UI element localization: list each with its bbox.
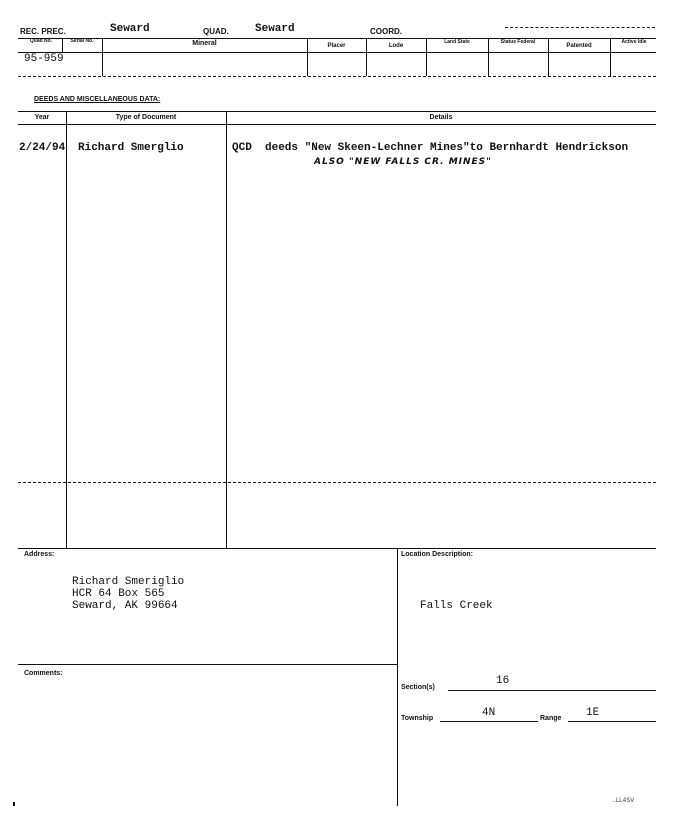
range-label: Range [540, 715, 562, 722]
placer-label: Placer [327, 43, 346, 49]
footer-mark: ..LL4SV [612, 797, 635, 804]
lode-label: Lode [388, 43, 404, 49]
deeds-header-rule [18, 124, 656, 125]
deed-entry-handwritten-note: ALSO "NEW FALLS CR. MINES" [314, 157, 492, 167]
deed-entry-year: 2/24/94 [19, 142, 66, 154]
deed-entry-details: QCD deeds "New Skeen-Lechner Mines"to Bernhardt Hendrickson [232, 142, 629, 154]
quad-no-value: 95-959 [24, 53, 64, 65]
deeds-dash-rule [18, 482, 656, 483]
col-details-label: Details [429, 114, 453, 121]
col-type-label: Type of Document [115, 114, 177, 121]
range-underline [568, 721, 656, 722]
header-coord-dash [505, 27, 655, 28]
address-line: Seward, AK 99664 [72, 600, 178, 612]
range-value: 1E [586, 707, 600, 719]
comments-top-rule [18, 664, 397, 665]
coord-label: COORD. [370, 27, 402, 36]
address-location-divider [397, 548, 398, 806]
comments-label: Comments: [24, 670, 63, 677]
deed-entry-type: Richard Smerglio [78, 142, 184, 154]
mineral-label: Mineral [192, 40, 217, 47]
patented-label: Patented [566, 43, 592, 49]
address-line: Richard Smeriglio [72, 576, 185, 588]
township-underline [440, 721, 538, 722]
deeds-bottom-rule [18, 548, 656, 549]
section-label: Section(s) [401, 684, 435, 691]
header-bottom-dash [18, 76, 656, 77]
quad-no-label: Quad No. [29, 38, 53, 44]
address-line: HCR 64 Box 565 [72, 588, 165, 600]
location-description-label: Location Description: [401, 551, 473, 558]
header-sub-rule [18, 52, 656, 53]
section-underline [448, 690, 656, 691]
active-idle-label: Active Idle [621, 39, 647, 45]
rec-prec-label: REC. PREC. [20, 27, 66, 36]
deeds-top-rule [18, 111, 656, 112]
township-label: Township [401, 715, 434, 722]
land-state-label: Land State [444, 39, 470, 45]
status-federal-label: Status Federal [500, 39, 536, 45]
rec-prec-value: Seward [110, 23, 150, 35]
location-description-value: Falls Creek [420, 600, 493, 612]
address-label: Address: [24, 551, 55, 558]
township-value: 4N [482, 707, 496, 719]
quad-label: QUAD. [203, 27, 229, 36]
serial-no-label: Serial No. [70, 38, 94, 44]
deeds-section-title: DEEDS AND MISCELLANEOUS DATA: [34, 96, 161, 103]
address-block [72, 576, 184, 612]
section-value: 16 [496, 675, 510, 687]
quad-value: Seward [255, 23, 295, 35]
col-year-label: Year [34, 114, 50, 121]
scan-speck [13, 802, 15, 806]
